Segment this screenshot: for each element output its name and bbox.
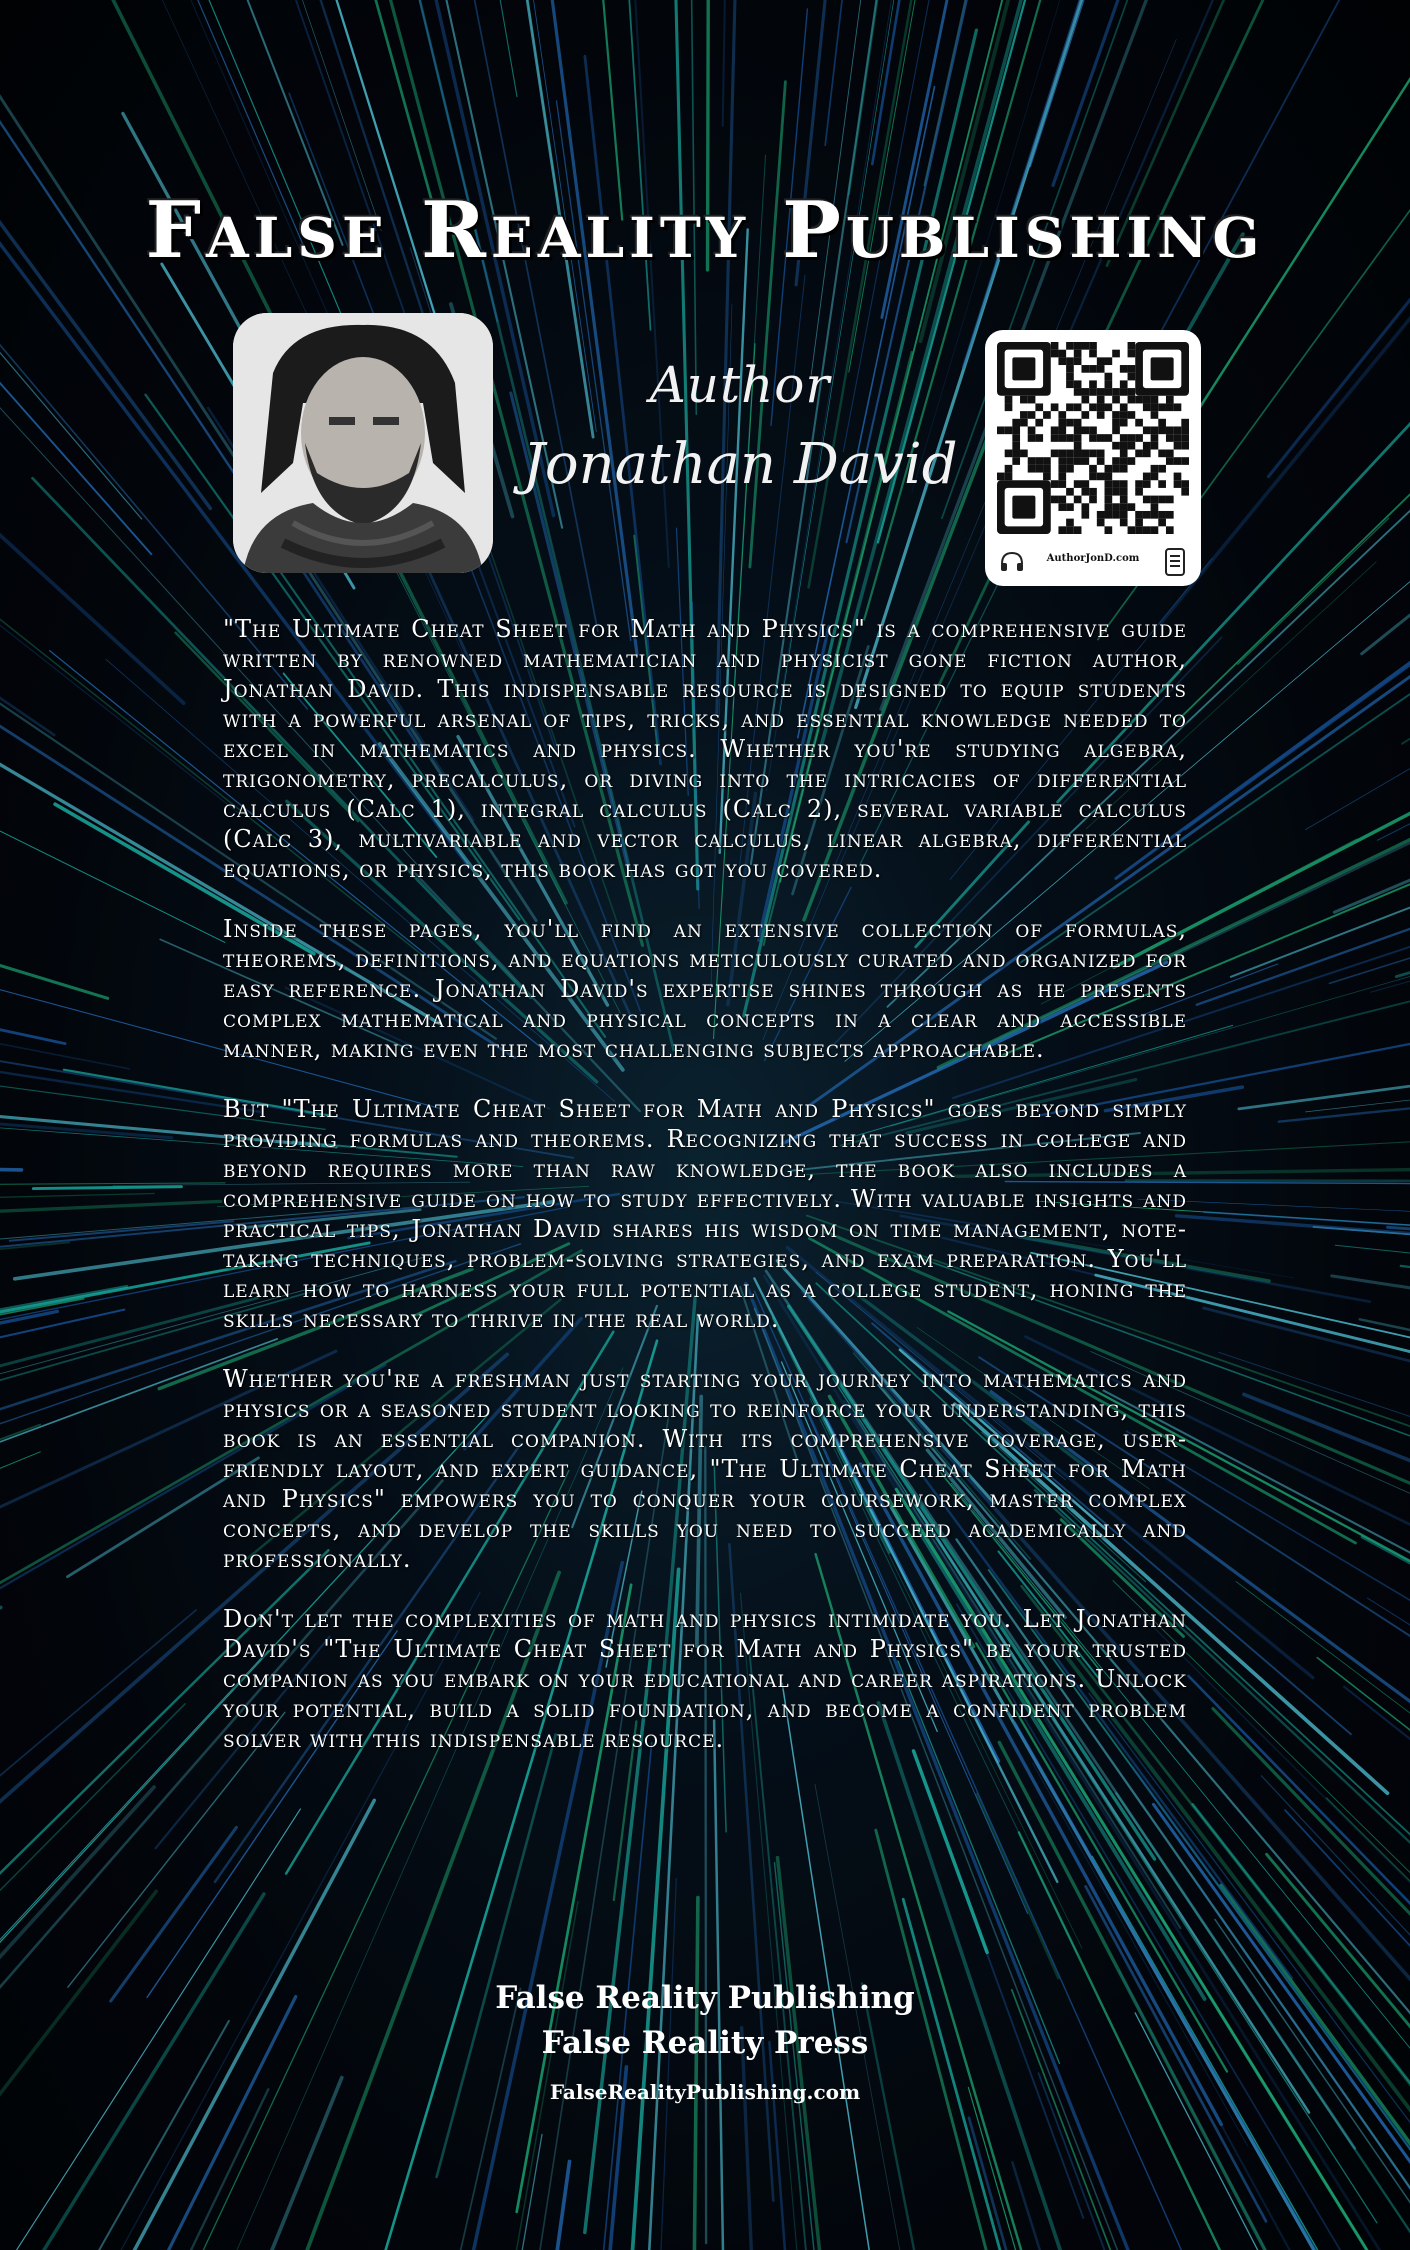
author-label: Author bbox=[649, 356, 831, 414]
ebook-icon bbox=[1165, 548, 1185, 580]
description-paragraph: Whether you're a freshman just starting your journey into mathematics and physics or a seasoned student looking to reinforce your understanding, this book is an essential companion. With its comprehensive coverage, user-friendly layout, and expert guidance, "The Ultimate Cheat Sheet for Math and Physics" empowers you to conquer your coursework, master complex concepts, and develop the skills you need to succeed academically and professionally. bbox=[223, 1365, 1187, 1573]
qr-caption: AuthorJonD.com bbox=[1046, 553, 1140, 564]
description-paragraph: Don't let the complexities of math and physics intimidate you. Let Jonathan David's "The Ultimate Cheat Sheet for Math and Physics" be your trusted companion as you embark on your educational and career aspirations. Unlock your potential, build a solid foundation, and become a confident problem solver with this indispensable resource. bbox=[223, 1605, 1187, 1753]
author-photo bbox=[233, 313, 493, 573]
footer-press: False Reality Press bbox=[541, 2025, 869, 2061]
qr-code[interactable] bbox=[985, 330, 1201, 546]
qr-code-card[interactable] bbox=[985, 330, 1201, 586]
footer-publisher: False Reality Publishing bbox=[495, 1980, 915, 2016]
footer-website-link[interactable]: FalseRealityPublishing.com bbox=[549, 2080, 861, 2104]
publisher-title: False Reality Publishing bbox=[145, 185, 1265, 276]
description-paragraph: Inside these pages, you'll find an extensive collection of formulas, theorems, definitions, and equations meticulously curated and organized for easy reference. Jonathan David's expertise shines through as he presents complex mathematical and physical concepts in a clear and accessible manner, making even the most challenging subjects approachable. bbox=[223, 915, 1187, 1063]
description-paragraph: But "The Ultimate Cheat Sheet for Math and Physics" goes beyond simply providing formulas and theorems. Recognizing that success in college and beyond requires more than raw knowledge, the book also includes a comprehensive guide on how to study effectively. With valuable insights and practical tips, Jonathan David shares his wisdom on time management, note-taking techniques, problem-solving strategies, and exam preparation. You'll learn how to harness your full potential as a college student, honing the skills necessary to thrive in the real world. bbox=[223, 1095, 1187, 1333]
book-description bbox=[223, 614, 1187, 1784]
description-paragraph: "The Ultimate Cheat Sheet for Math and Physics" is a comprehensive guide written by renowned mathematician and physicist gone fiction author, Jonathan David. This indispensable resource is designed to equip students with a powerful arsenal of tips, tricks, and essential knowledge needed to excel in mathematics and physics. Whether you're studying algebra, trigonometry, precalculus, or diving into the intricacies of differential calculus (Calc 1), integral calculus (Calc 2), several variable calculus (Calc 3), multivariable and vector calculus, linear algebra, differential equations, or physics, this book has got you covered. bbox=[223, 615, 1187, 883]
author-credit bbox=[520, 350, 960, 510]
author-name: Jonathan David bbox=[522, 432, 958, 497]
